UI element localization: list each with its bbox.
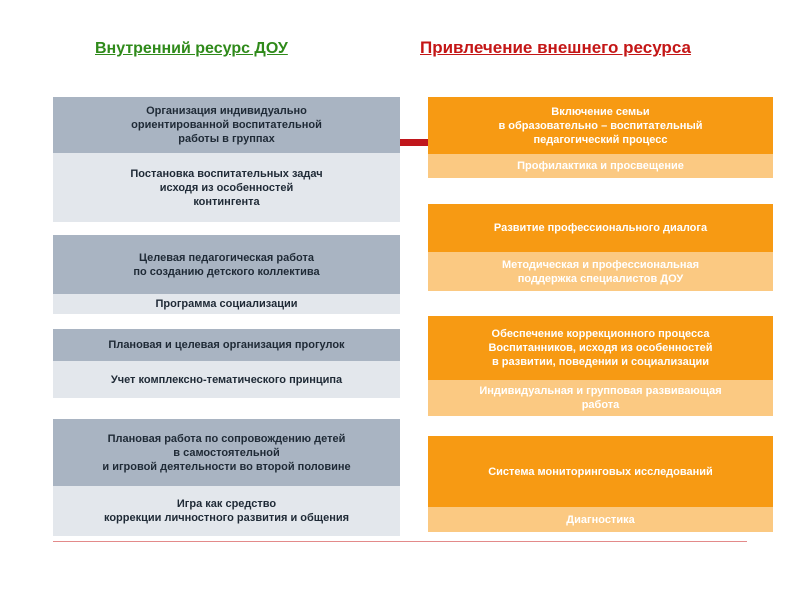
right-block-3-title: Обеспечение коррекционного процесса Воспитанников, исходя из особенностей в развитии, поведении и социализации: [428, 316, 773, 380]
left-block-4-title: Плановая работа по сопровождению детей в самостоятельной и игровой деятельности во второй половине: [53, 419, 400, 486]
left-block-3-detail: Учет комплексно-тематического принципа: [53, 361, 400, 398]
left-block-4-detail: Игра как средство коррекции личностного развития и общения: [53, 486, 400, 536]
connector-bar: [400, 139, 428, 146]
bottom-divider: [53, 541, 747, 542]
right-block-2-detail: Методическая и профессиональная поддержка специалистов ДОУ: [428, 252, 773, 291]
right-block-3-detail: Индивидуальная и групповая развивающая работа: [428, 380, 773, 416]
right-block-1-detail: Профилактика и просвещение: [428, 154, 773, 178]
left-block-1-title: Организация индивидуально ориентированной воспитательной работы в группах: [53, 97, 400, 153]
left-block-1-detail: Постановка воспитательных задач исходя из особенностей контингента: [53, 153, 400, 222]
right-block-1-title: Включение семьи в образовательно – воспитательный педагогический процесс: [428, 97, 773, 154]
external-resource-heading: Привлечение внешнего ресурса: [420, 38, 691, 57]
left-block-2-title: Целевая педагогическая работа по созданию детского коллектива: [53, 235, 400, 294]
left-block-3-title: Плановая и целевая организация прогулок: [53, 329, 400, 361]
right-block-2-title: Развитие профессионального диалога: [428, 204, 773, 252]
right-block-4-detail: Диагностика: [428, 507, 773, 532]
right-block-4-title: Система мониторинговых исследований: [428, 436, 773, 507]
left-block-2-detail: Программа социализации: [53, 294, 400, 314]
internal-resource-heading: Внутренний ресурс ДОУ: [95, 40, 288, 57]
